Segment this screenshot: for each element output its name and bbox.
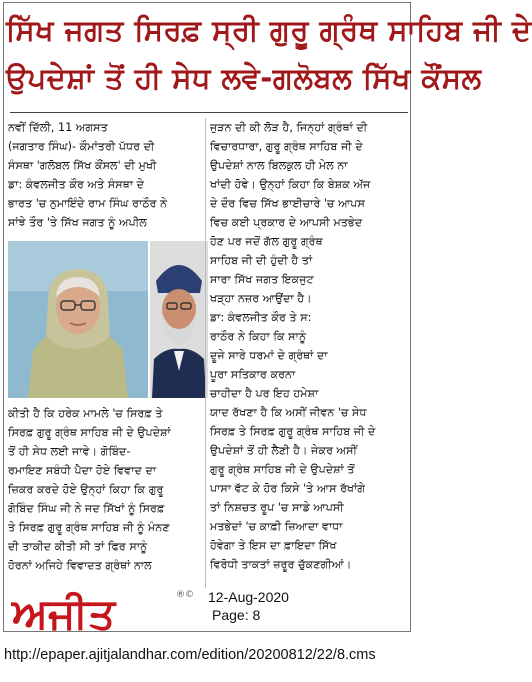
- article-line: ਦੂਜੇ ਸਾਰੇ ਧਰਮਾਂ ਦੇ ਗ੍ਰੰਥਾਂ ਦਾ: [210, 349, 328, 362]
- photo-ram-singh-rathore: [150, 241, 208, 398]
- article-line: ਗੋਬਿੰਦ ਸਿੰਘ ਜੀ ਨੇ ਜਦ ਸਿੱਖਾਂ ਨੂੰ ਸਿਰਫ਼: [8, 502, 165, 515]
- article-line: ਤੇ ਸਿਰਫ਼ ਗੁਰੂ ਗ੍ਰੰਥ ਸਾਹਿਬ ਜੀ ਨੂੰ ਮੰਨਣ: [8, 521, 170, 534]
- article-line: ਮਤਭੇਦਾਂ 'ਚ ਕਾਫ਼ੀ ਜ਼ਿਆਦਾ ਵਾਧਾ: [210, 520, 343, 533]
- article-line: ਖੜ੍ਹਾ ਨਜ਼ਰ ਆਉਂਦਾ ਹੈ।: [210, 292, 312, 305]
- article-column-right: [210, 118, 408, 574]
- article-line: ਰਾਠੌਰ ਨੇ ਕਿਹਾ ਕਿ ਸਾਨੂੰ: [210, 330, 307, 343]
- article-line: ਉਪਦੇਸ਼ਾਂ ਤੋਂ ਹੀ ਲੈਣੀ ਹੈ। ਜੇਕਰ ਅਸੀਂ: [210, 444, 357, 457]
- photo-kanwaljit-kaur: [8, 241, 148, 398]
- article-line: ਸਾਹਿਬ ਜੀ ਦੀ ਹੁੰਦੀ ਹੈ ਤਾਂ: [210, 254, 313, 267]
- article-line: ਡਾ: ਕੰਵਲਜੀਤ ਕੌਰ ਅਤੇ ਸੰਸਥਾ ਦੇ: [8, 178, 144, 191]
- article-line: ਖਾਂਦੀ ਹੋਵੇ। ਉਨ੍ਹਾਂ ਕਿਹਾ ਕਿ ਬੇਸ਼ਕ ਅੱਜ: [210, 178, 371, 191]
- article-line: ਚਾਹੀਦਾ ਹੈ ਪਰ ਇਹ ਹਮੇਸ਼ਾ: [210, 387, 319, 400]
- article-line: ਸਿਰਫ਼ ਗੁਰੂ ਗ੍ਰੰਥ ਸਾਹਿਬ ਜੀ ਦੇ ਉਪਦੇਸ਼ਾਂ: [8, 426, 171, 439]
- article-line: ਸਾਰਾ ਸਿੱਖ ਜਗਤ ਇਕਜੁਟ: [210, 273, 314, 286]
- publication-date: 12-Aug-2020: [208, 589, 289, 605]
- column-divider: [205, 118, 206, 588]
- article-line: ਰਮਾਇਣ ਸਬੰਧੀ ਪੈਦਾ ਹੋਏ ਵਿਵਾਦ ਦਾ: [8, 464, 157, 477]
- article-line: ਉਪਦੇਸ਼ਾਂ ਨਾਲ ਬਿਲਕੁਲ ਹੀ ਮੇਲ ਨਾ: [210, 159, 348, 172]
- headline-rule: [10, 112, 408, 113]
- article-line: ਸਾਂਝੇ ਤੌਰ 'ਤੇ ਸਿੱਖ ਜਗਤ ਨੂੰ ਅਪੀਲ: [8, 216, 147, 229]
- article-line: ਤਾਂ ਨਿਸ਼ਚਤ ਰੂਪ 'ਚ ਸਾਡੇ ਆਪਸੀ: [210, 501, 344, 514]
- article-line: ਪਾਸਾ ਵੱਟ ਕੇ ਹੋਰ ਕਿਸੇ 'ਤੇ ਆਸ ਰੱਖਾਂਗੇ: [210, 482, 366, 495]
- article-line: ਹੋਰਨਾਂ ਅਜਿਹੇ ਵਿਵਾਦਤ ਗ੍ਰੰਥਾਂ ਨਾਲ: [8, 559, 152, 572]
- page-number: Page: 8: [212, 607, 261, 623]
- article-line: ਨਵੀਂ ਦਿੱਲੀ, 11 ਅਗਸਤ: [8, 121, 108, 134]
- svg-text:ਅਜੀਤ: ਅਜੀਤ: [12, 589, 116, 638]
- article-line: ਹੋਵੇਗਾ ਤੇ ਇਸ ਦਾ ਫ਼ਾਇਦਾ ਸਿੱਖ: [210, 539, 337, 552]
- article-column-left-bottom: [8, 404, 200, 575]
- article-line: ਜ਼ਿਕਰ ਕਰਦੇ ਹੋਏ ਉਨ੍ਹਾਂ ਕਿਹਾ ਕਿ ਗੁਰੂ: [8, 483, 164, 496]
- article-line: ਸੰਸਥਾ 'ਗਲੋਬਲ ਸਿੱਖ ਕੌਂਸਲ' ਦੀ ਮੁਖੀ: [8, 159, 157, 172]
- article-line: ਯਾਦ ਰੱਖਣਾ ਹੈ ਕਿ ਅਸੀਂ ਜੀਵਨ 'ਚ ਸੇਧ: [210, 406, 367, 419]
- headline-line-2: ਉਪਦੇਸ਼ਾਂ ਤੋਂ ਹੀ ਸੇਧ ਲਵੇ-ਗਲੋਬਲ ਸਿੱਖ ਕੌਂਸਲ: [6, 61, 482, 95]
- article-line: ਹੋਣ ਪਰ ਜਦੋਂ ਗੱਲ ਗੁਰੂ ਗ੍ਰੰਥ: [210, 235, 323, 248]
- article-line: ਗੁਰੂ ਗ੍ਰੰਥ ਸਾਹਿਬ ਜੀ ਦੇ ਉਪਦੇਸ਼ਾਂ ਤੋਂ: [210, 463, 355, 476]
- article-line: ਵਿਚ ਕਈ ਪ੍ਰਕਾਰ ਦੇ ਆਪਸੀ ਮਤਭੇਦ: [210, 216, 363, 229]
- article-line: ਦੇ ਦੌਰ ਵਿਚ ਸਿੱਖ ਭਾਈਚਾਰੇ 'ਚ ਆਪਸ: [210, 197, 365, 210]
- article-line: ਪੂਰਾ ਸਤਿਕਾਰ ਕਰਨਾ: [210, 368, 296, 381]
- article-line: ਵਿਚਾਰਧਾਰਾ, ਗੁਰੂ ਗ੍ਰੰਥ ਸਾਹਿਬ ਜੀ ਦੇ: [210, 140, 363, 153]
- ajit-logo: [10, 590, 180, 636]
- article-line: ਤੋਂ ਹੀ ਸੇਧ ਲਈ ਜਾਵੇ। ਗੋਬਿੰਦ-: [8, 445, 131, 458]
- article-line: ਦੀ ਤਾਕੀਦ ਕੀਤੀ ਸੀ ਤਾਂ ਫਿਰ ਸਾਨੂੰ: [8, 540, 148, 553]
- article-line: ਭਾਰਤ 'ਚ ਨੁਮਾਇੰਦੇ ਰਾਮ ਸਿੰਘ ਰਾਠੌਰ ਨੇ: [8, 197, 168, 210]
- article-line: ਡਾ: ਕੰਵਲਜੀਤ ਕੌਰ ਤੇ ਸ:: [210, 311, 312, 324]
- article-line: ਸਿਰਫ਼ ਤੇ ਸਿਰਫ਼ ਗੁਰੂ ਗ੍ਰੰਥ ਸਾਹਿਬ ਜੀ ਦੇ: [210, 425, 376, 438]
- article-line: ਕੀਤੀ ਹੈ ਕਿ ਹਰੇਕ ਮਾਮਲੇ 'ਚ ਸਿਰਫ਼ ਤੇ: [8, 407, 163, 420]
- headline: [6, 6, 532, 110]
- article-line: (ਜਗਤਾਰ ਸਿੰਘ)- ਕੌਮਾਂਤਰੀ ਪੱਧਰ ਦੀ: [8, 140, 155, 153]
- registered-mark: ®©: [176, 590, 194, 600]
- source-url[interactable]: http://epaper.ajitjalandhar.com/edition/20200812/22/8.cms: [4, 647, 376, 663]
- article-line: ਵਿਰੋਧੀ ਤਾਕਤਾਂ ਜ਼ਰੂਰ ਚੁੱਕਣਗੀਆਂ।: [210, 558, 352, 571]
- article-line: ਜੁੜਨ ਦੀ ਕੀ ਲੋੜ ਹੈ, ਜਿਨ੍ਹਾਂ ਗ੍ਰੰਥਾਂ ਦੀ: [210, 121, 368, 134]
- article-column-left-top: [8, 118, 200, 232]
- headline-line-1: ਸਿੱਖ ਜਗਤ ਸਿਰਫ਼ ਸ੍ਰੀ ਗੁਰੂ ਗ੍ਰੰਥ ਸਾਹਿਬ ਜੀ ਦੇ: [6, 13, 532, 47]
